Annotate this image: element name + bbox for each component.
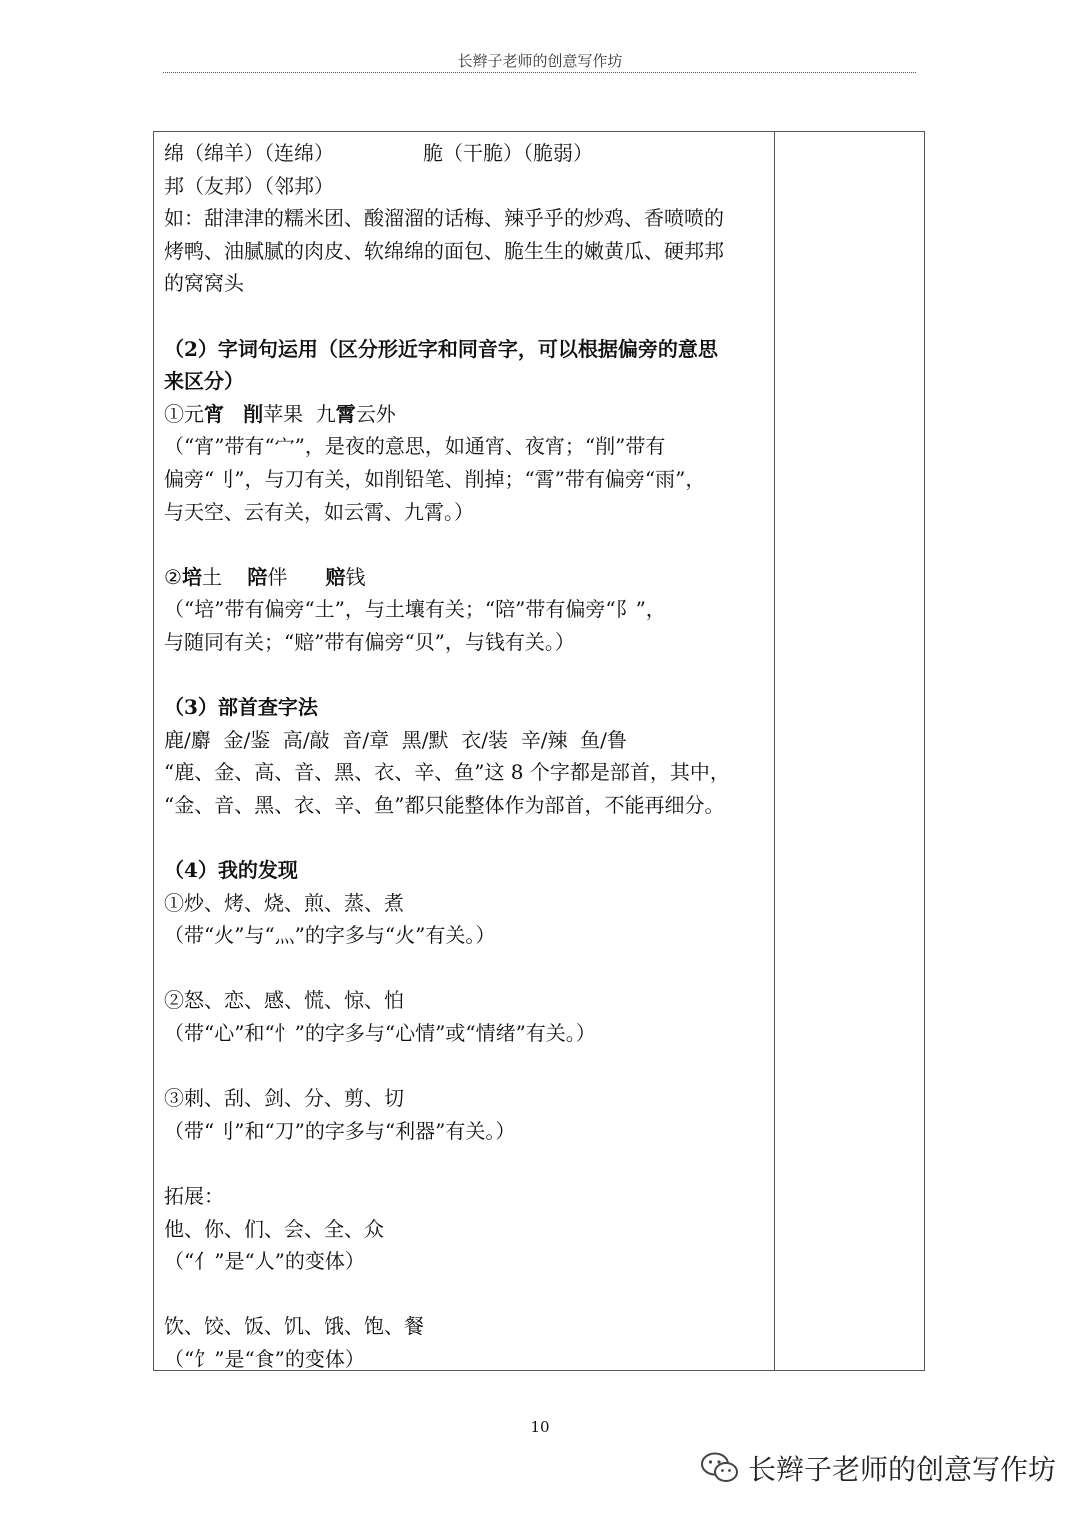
header-divider (163, 72, 916, 73)
text-line: “金、音、黑、衣、辛、鱼”都只能整体作为部首，不能再细分。 (164, 792, 725, 817)
word-bold: 陪 (247, 564, 268, 589)
text-line: ②怒、恋、感、慌、惊、怕 (164, 988, 404, 1013)
example-1-words (164, 398, 769, 431)
text-line: 饮、饺、饭、饥、饿、饱、餐 (164, 1314, 424, 1339)
note-line: （带“心”和“忄”的字多与“心情”或“情绪”有关。） (164, 1021, 596, 1046)
section-heading-2-cont: 来区分） (164, 369, 244, 394)
page-number: 10 (530, 1418, 550, 1436)
section-heading-3: （3）部首查字法 (164, 695, 318, 720)
word-rest: 钱 (345, 564, 366, 589)
main-cell (164, 137, 769, 1376)
word-bold: 赔 (325, 564, 346, 589)
text-line: 他、你、们、会、全、众 (164, 1216, 384, 1241)
note-line: （带“刂”和“刀”的字多与“利器”有关。） (164, 1118, 516, 1143)
word-bold: 削 (243, 401, 264, 426)
note-line: 与天空、云有关，如云霄、九霄。） (164, 499, 474, 524)
word-bold: 宵 (204, 401, 224, 426)
text-line: “鹿、金、高、音、黑、衣、辛、鱼”这 8 个字都是部首，其中， (164, 760, 730, 785)
text-line: ①炒、烤、烧、煎、蒸、煮 (164, 890, 404, 915)
text-line: ③刺、刮、剑、分、剪、切 (164, 1086, 404, 1111)
note-line: （带“火”与“灬”的字多与“火”有关。） (164, 923, 496, 948)
page-header-title: 长辫子老师的创意写作坊 (457, 52, 623, 70)
section-heading-2: （2）字词句运用（区分形近字和同音字，可以根据偏旁的意思 (164, 336, 718, 361)
example-2-words (164, 561, 769, 594)
text-line: 如：甜津津的糯米团、酸溜溜的话梅、辣乎乎的炒鸡、香喷喷的 (164, 206, 724, 231)
word-bold: 霄 (335, 401, 356, 426)
text-line: 绵（绵羊）（连绵） 脆（干脆）（脆弱） (164, 141, 594, 165)
word-rest: 土 (201, 564, 222, 589)
content-table (153, 131, 925, 1371)
text-line: 邦（友邦）（邻邦） (164, 173, 334, 198)
wechat-icon (700, 1451, 740, 1485)
note-line: （“饣”是“食”的变体） (164, 1346, 365, 1371)
ex2-label: ② (164, 564, 182, 589)
word-rest: 苹果 九 (263, 401, 336, 426)
text-line: 烤鸭、油腻腻的肉皮、软绵绵的面包、脆生生的嫩黄瓜、硬邦邦 (164, 238, 724, 263)
note-line: 偏旁“刂”，与刀有关，如削铅笔、削掉；“霄”带有偏旁“雨”， (164, 466, 706, 491)
table-column-divider (774, 132, 775, 1370)
note-line: （“宵”带有“宀”，是夜的意思，如通宵、夜宵；“削”带有 (164, 434, 666, 459)
extension-label: 拓展： (164, 1184, 224, 1208)
text-line: 鹿/麝 金/鉴 高/敲 音/章 黑/默 衣/装 辛/辣 鱼/鲁 (164, 727, 627, 752)
word-bold: 培 (181, 564, 202, 589)
word-rest: 云外 (355, 401, 396, 426)
ex1-label: ①元 (164, 401, 204, 426)
note-line: （“亻”是“人”的变体） (164, 1249, 365, 1274)
word-rest: 伴 (267, 564, 288, 589)
watermark (700, 1448, 1056, 1488)
note-line: （“培”带有偏旁“土”，与土壤有关；“陪”带有偏旁“阝”， (164, 597, 666, 622)
text-line: 的窝窝头 (164, 271, 244, 296)
note-line: 与随同有关；“赔”带有偏旁“贝”，与钱有关。） (164, 629, 575, 654)
watermark-text: 长辫子老师的创意写作坊 (748, 1453, 1057, 1486)
section-heading-4: （4）我的发现 (164, 858, 298, 883)
